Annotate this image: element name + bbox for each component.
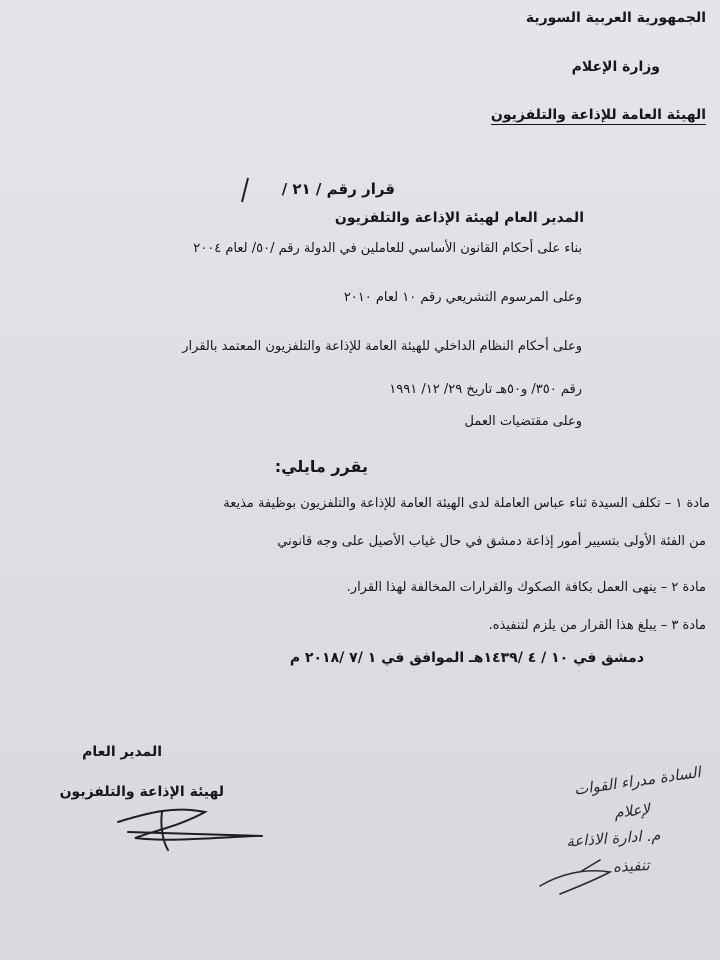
country-name: الجمهورية العربية السورية	[525, 10, 706, 26]
decides-heading: يقرر مايلي:	[274, 457, 368, 476]
date-line: دمشق في ١٠ / ٤ /١٤٣٩هـ الموافق في ١ /٧ /٢٠١٨ م	[289, 650, 644, 666]
handwritten-note-line: تنفيذه	[613, 856, 651, 876]
note-signature	[540, 860, 610, 894]
handwritten-note-line: السادة مدراء القوات	[572, 763, 702, 799]
preamble-line: وعلى مقتضيات العمل	[464, 414, 582, 429]
director-signature	[118, 810, 262, 850]
article-2: مادة ٢ – ينهى العمل بكافة الصكوك والقرارات المخالفة لهذا القرار.	[346, 580, 706, 595]
preamble-line: بناء على أحكام القانون الأساسي للعاملين في الدولة رقم /٥٠/ لعام ٢٠٠٤	[193, 241, 582, 256]
decision-number: قرار رقم / ٢١ /	[281, 180, 395, 198]
signature-title: المدير العام	[82, 744, 162, 760]
article-1-line-2: من الفئة الأولى بتسيير أمور إذاعة دمشق في حال غياب الأصيل على وجه قانوني	[277, 534, 706, 549]
handwritten-note-line: لإعلام	[613, 800, 651, 822]
preamble-line: رقم ٣٥٠/ و٥٠هـ تاريخ ٢٩/ ١٢/ ١٩٩١	[389, 382, 582, 397]
article-3: مادة ٣ – يبلغ هذا القرار من يلزم لتنفيذه.	[488, 618, 706, 633]
decision-slash-mark	[242, 178, 248, 202]
handwritten-note-line: م. ادارة الاذاعة	[565, 826, 661, 851]
preamble-line: وعلى المرسوم التشريعي رقم ١٠ لعام ٢٠١٠	[343, 290, 582, 305]
ministry-name: وزارة الإعلام	[571, 59, 660, 75]
signature-org: لهيئة الإذاعة والتلفزيون	[59, 784, 224, 800]
article-1-line-1: مادة ١ – تكلف السيدة ثناء عباس العاملة لدى الهيئة العامة للإذاعة والتلفزيون بوظيفة مذيعة	[223, 496, 710, 511]
decision-issuer: المدير العام لهيئة الإذاعة والتلفزيون	[334, 210, 584, 226]
authority-name: الهيئة العامة للإذاعة والتلفزيون	[490, 107, 706, 123]
preamble-line: وعلى أحكام النظام الداخلي للهيئة العامة للإذاعة والتلفزيون المعتمد بالقرار	[182, 339, 582, 354]
